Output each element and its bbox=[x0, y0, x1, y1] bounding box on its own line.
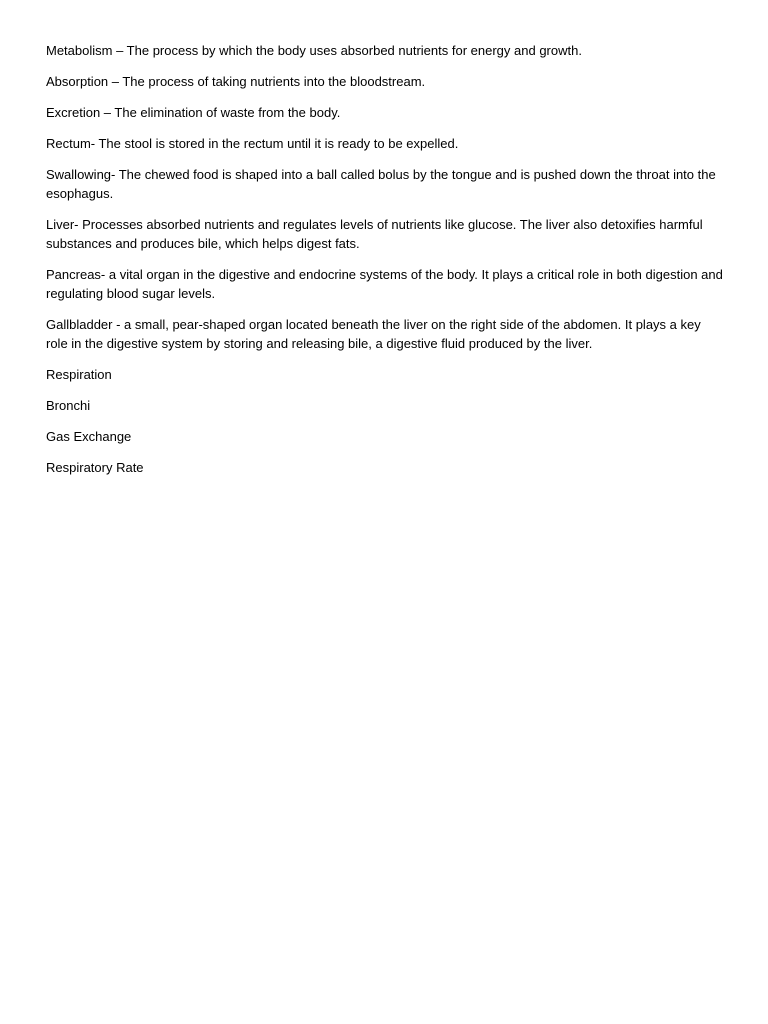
paragraph-absorption: Absorption – The process of taking nutrients into the bloodstream. bbox=[46, 74, 426, 89]
paragraph-excretion: Excretion – The elimination of waste from the body. bbox=[46, 105, 341, 120]
paragraph-gas-exchange: Gas Exchange bbox=[46, 429, 132, 444]
paragraph-bronchi: Bronchi bbox=[46, 398, 91, 413]
document-body bbox=[46, 41, 724, 489]
paragraph-respiration: Respiration bbox=[46, 367, 112, 382]
paragraph-pancreas: Pancreas- a vital organ in the digestive and endocrine systems of the body. It plays a critical role in both digestion and regulating blood sugar levels. bbox=[46, 267, 723, 301]
paragraph-respiratory-rate: Respiratory Rate bbox=[46, 460, 144, 475]
paragraph-swallowing: Swallowing- The chewed food is shaped into a ball called bolus by the tongue and is pushed down the throat into the esophagus. bbox=[46, 167, 716, 201]
paragraph-liver: Liver- Processes absorbed nutrients and regulates levels of nutrients like glucose. The liver also detoxifies harmful substances and produces bile, which helps digest fats. bbox=[46, 217, 703, 251]
paragraph-gallbladder: Gallbladder - a small, pear-shaped organ located beneath the liver on the right side of the abdomen. It plays a key role in the digestive system by storing and releasing bile, a digestive fluid produced by the liver. bbox=[46, 317, 701, 351]
paragraph-metabolism: Metabolism – The process by which the body uses absorbed nutrients for energy and growth. bbox=[46, 43, 582, 58]
paragraph-rectum: Rectum- The stool is stored in the rectum until it is ready to be expelled. bbox=[46, 136, 459, 151]
